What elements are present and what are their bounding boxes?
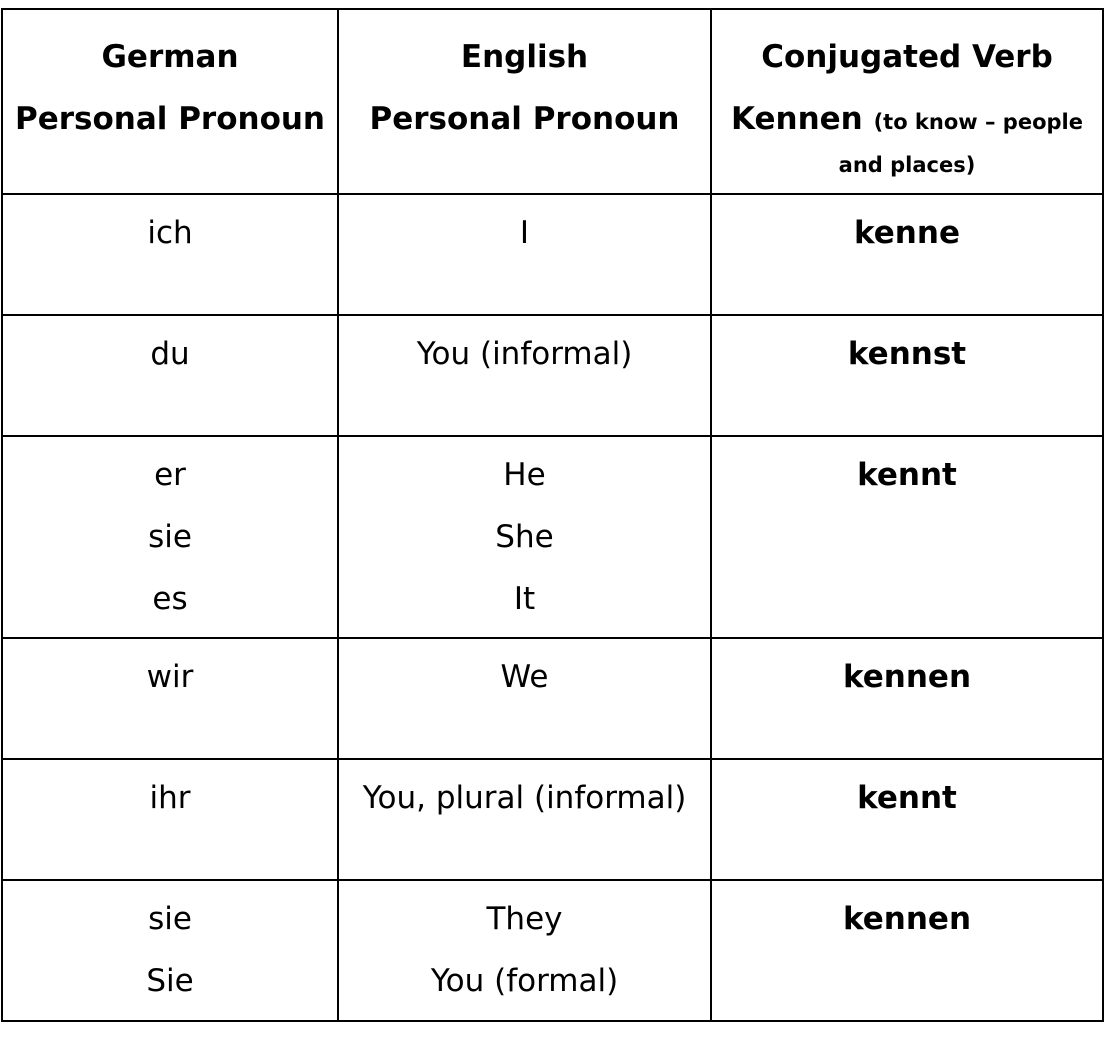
conjugated-verb: kennen xyxy=(842,659,972,695)
header-verb-gloss-part2: and places) xyxy=(838,153,976,177)
table-row xyxy=(2,194,1103,315)
german-cell xyxy=(2,880,338,1021)
german-pronoun: er xyxy=(154,457,186,493)
conjugated-verb: kennt xyxy=(857,457,957,493)
conjugated-verb: kennen xyxy=(842,901,972,937)
english-cell xyxy=(338,436,711,638)
english-cell xyxy=(338,759,711,880)
table-row xyxy=(2,880,1103,1021)
header-german-line1: German xyxy=(101,39,239,75)
english-pronoun: It xyxy=(513,581,536,617)
header-verb-gloss-part1: (to know – people xyxy=(873,110,1083,134)
german-pronoun: du xyxy=(150,336,190,372)
table-row xyxy=(2,759,1103,880)
header-verb-line2 xyxy=(712,88,1102,153)
header-german-line2: Personal Pronoun xyxy=(15,101,325,137)
english-cell xyxy=(338,880,711,1021)
german-pronoun: sie xyxy=(148,901,192,937)
german-pronoun: sie xyxy=(148,519,192,555)
english-pronoun: They xyxy=(486,901,563,937)
header-english-line2: Personal Pronoun xyxy=(369,101,680,137)
table-row xyxy=(2,638,1103,759)
english-pronoun: You (formal) xyxy=(430,963,619,999)
header-english-line1: English xyxy=(460,39,589,75)
header-conjugated-verb xyxy=(711,9,1103,194)
verb-cell xyxy=(711,638,1103,759)
german-pronoun: Sie xyxy=(146,963,194,999)
verb-cell xyxy=(711,759,1103,880)
conjugated-verb: kennst xyxy=(847,336,967,372)
conjugated-verb: kennt xyxy=(857,780,957,816)
german-cell xyxy=(2,315,338,436)
verb-cell xyxy=(711,315,1103,436)
header-german-pronoun xyxy=(2,9,338,194)
english-pronoun: We xyxy=(500,659,549,695)
english-pronoun: She xyxy=(495,519,554,555)
german-cell xyxy=(2,638,338,759)
table-row xyxy=(2,315,1103,436)
english-pronoun: He xyxy=(503,457,546,493)
header-row xyxy=(2,9,1103,194)
header-english-pronoun xyxy=(338,9,711,194)
english-pronoun: I xyxy=(519,215,530,251)
german-pronoun: ich xyxy=(147,215,193,251)
english-pronoun: You, plural (informal) xyxy=(362,780,687,816)
german-pronoun: wir xyxy=(146,659,194,695)
german-pronoun: ihr xyxy=(149,780,191,816)
german-pronoun: es xyxy=(152,581,188,617)
table-body xyxy=(2,194,1103,1021)
header-verb-name: Kennen xyxy=(731,101,863,137)
table-row xyxy=(2,436,1103,638)
verb-cell xyxy=(711,436,1103,638)
english-pronoun: You (informal) xyxy=(416,336,633,372)
verb-cell xyxy=(711,880,1103,1021)
german-cell xyxy=(2,759,338,880)
english-cell xyxy=(338,638,711,759)
german-cell xyxy=(2,436,338,638)
conjugated-verb: kenne xyxy=(854,215,960,251)
conjugation-table xyxy=(1,8,1104,1022)
header-verb-line1: Conjugated Verb xyxy=(761,39,1053,75)
table-header xyxy=(2,9,1103,194)
verb-cell xyxy=(711,194,1103,315)
english-cell xyxy=(338,194,711,315)
english-cell xyxy=(338,315,711,436)
german-cell xyxy=(2,194,338,315)
